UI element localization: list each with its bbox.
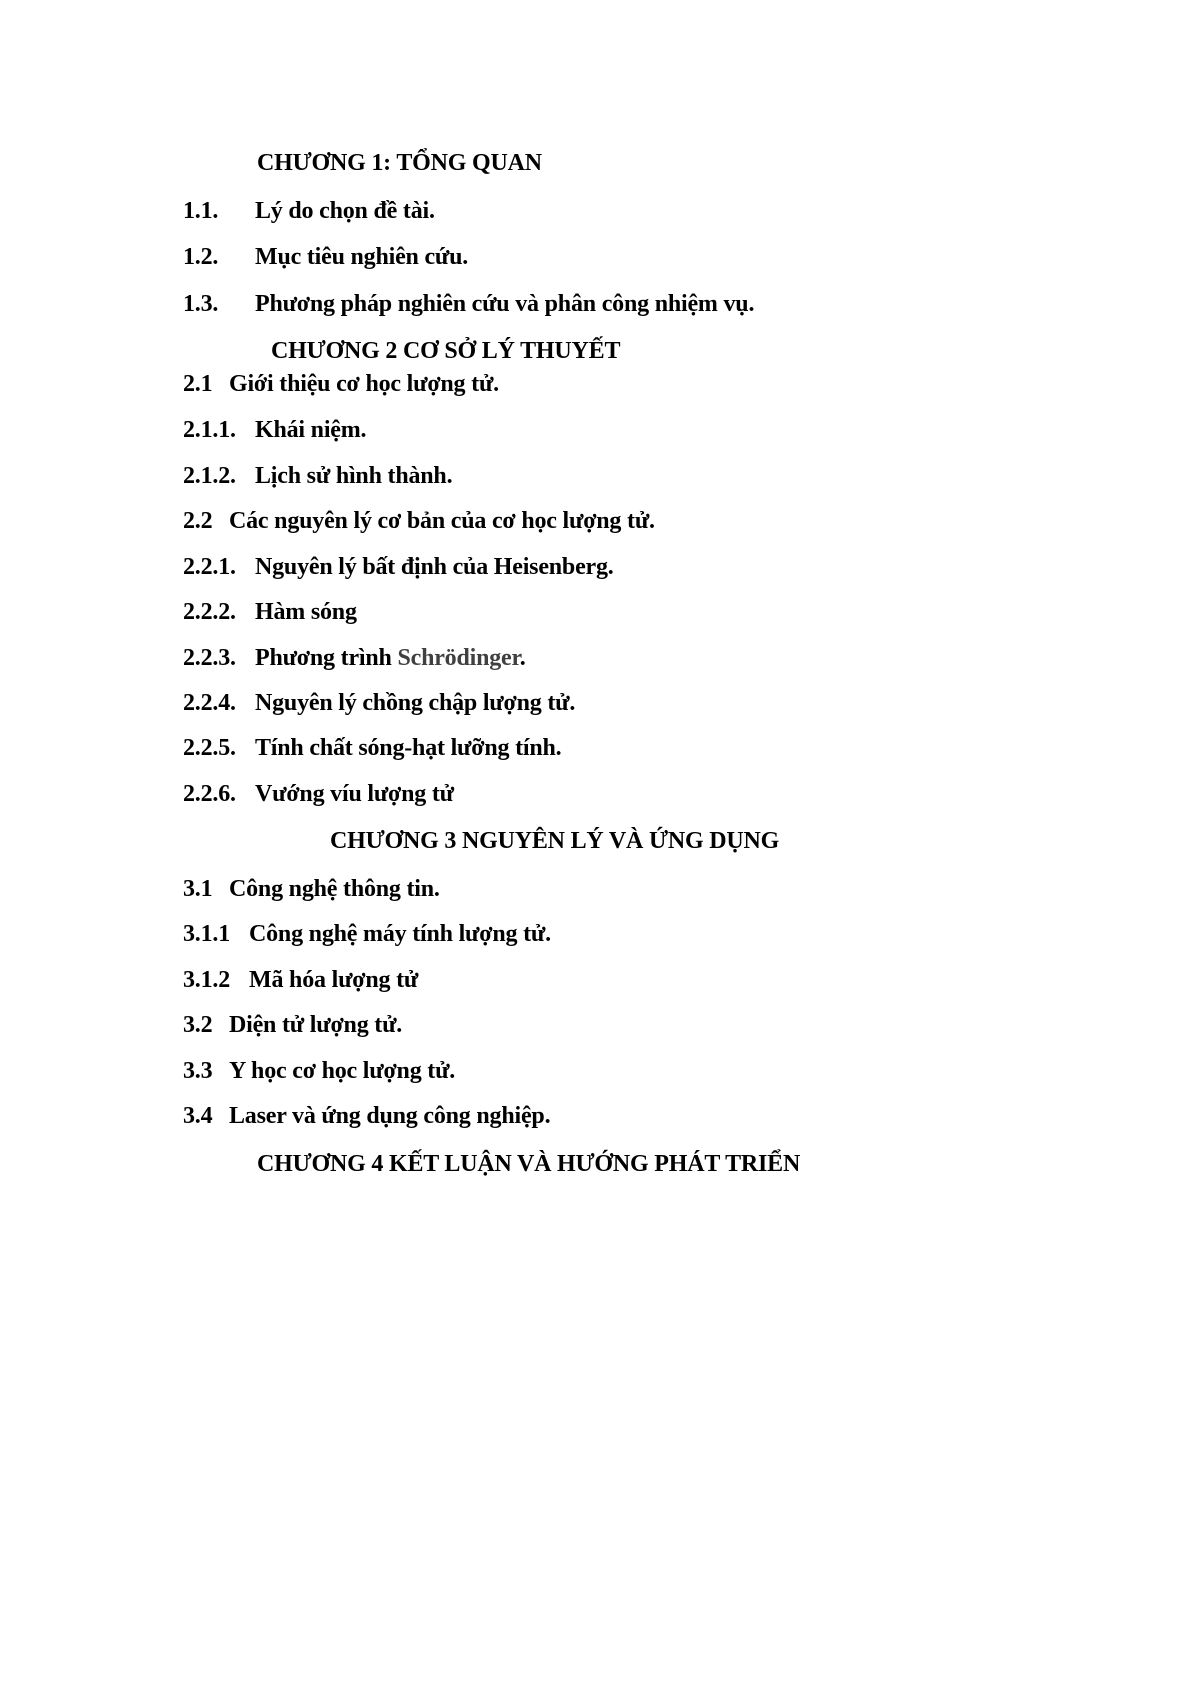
toc-item-2-2 bbox=[183, 506, 655, 536]
item-text: Lý do chọn đề tài. bbox=[255, 198, 435, 224]
item-text: Mục tiêu nghiên cứu. bbox=[255, 244, 469, 270]
item-number: 1.3. bbox=[183, 291, 219, 317]
item-text: Vướng víu lượng tử bbox=[255, 781, 454, 807]
item-number: 3.3 bbox=[183, 1058, 213, 1084]
item-text: Hàm sóng bbox=[255, 599, 357, 625]
chapter-4-heading: CHƯƠNG 4 KẾT LUẬN VÀ HƯỚNG PHÁT TRIỂN bbox=[257, 1151, 801, 1177]
item-text: Diện tử lượng tử. bbox=[229, 1012, 403, 1038]
item-text: Phương trình bbox=[255, 645, 392, 671]
toc-item-3-4 bbox=[183, 1101, 550, 1131]
toc-item-2-2-2 bbox=[183, 597, 357, 627]
item-number: 1.1. bbox=[183, 198, 219, 224]
toc-item-2-2-6 bbox=[183, 779, 454, 809]
item-text: Giới thiệu cơ học lượng tử. bbox=[229, 371, 499, 397]
item-text-end: . bbox=[519, 645, 526, 671]
chapter-1-heading: CHƯƠNG 1: TỔNG QUAN bbox=[257, 150, 542, 176]
item-number: 3.1.2 bbox=[183, 967, 231, 993]
item-text: Nguyên lý bất định của Heisenberg. bbox=[255, 554, 614, 580]
item-number: 2.2.5. bbox=[183, 735, 236, 761]
item-number: 3.4 bbox=[183, 1103, 213, 1129]
toc-item-2-2-3 bbox=[183, 643, 526, 673]
toc-item-3-1 bbox=[183, 874, 440, 904]
item-text: Công nghệ thông tin. bbox=[229, 876, 440, 902]
item-text: Nguyên lý chồng chập lượng tử. bbox=[255, 690, 576, 716]
chapter-3-heading: CHƯƠNG 3 NGUYÊN LÝ VÀ ỨNG DỤNG bbox=[330, 828, 780, 854]
item-number: 2.1.1. bbox=[183, 417, 236, 443]
item-number: 3.1 bbox=[183, 876, 213, 902]
toc-item-1-3 bbox=[183, 289, 754, 319]
item-text-schrodinger: Schrödinger bbox=[397, 645, 520, 671]
item-text: Tính chất sóng-hạt lưỡng tính. bbox=[255, 735, 562, 761]
item-number: 3.1.1 bbox=[183, 921, 231, 947]
toc-item-3-3 bbox=[183, 1056, 455, 1086]
item-number: 2.2.6. bbox=[183, 781, 236, 807]
toc-item-2-1 bbox=[183, 369, 499, 399]
item-text: Khái niệm. bbox=[255, 417, 367, 443]
toc-item-2-2-1 bbox=[183, 552, 614, 582]
chapter-2-heading: CHƯƠNG 2 CƠ SỞ LÝ THUYẾT bbox=[271, 338, 621, 364]
item-number: 1.2. bbox=[183, 244, 219, 270]
item-number: 2.2.2. bbox=[183, 599, 236, 625]
toc-item-2-2-4 bbox=[183, 688, 575, 718]
toc-item-1-2 bbox=[183, 242, 468, 272]
toc-item-2-1-1 bbox=[183, 415, 366, 445]
item-text: Công nghệ máy tính lượng tử. bbox=[249, 921, 551, 947]
toc-item-3-1-2 bbox=[183, 965, 418, 995]
item-text: Phương pháp nghiên cứu và phân công nhiệm vụ. bbox=[255, 291, 755, 317]
item-text: Mã hóa lượng tử bbox=[249, 967, 419, 993]
item-number: 2.1 bbox=[183, 371, 213, 397]
item-number: 3.2 bbox=[183, 1012, 213, 1038]
item-number: 2.2.1. bbox=[183, 554, 236, 580]
item-text: Các nguyên lý cơ bản của cơ học lượng tử. bbox=[229, 508, 655, 534]
toc-item-3-2 bbox=[183, 1010, 402, 1040]
item-number: 2.2.3. bbox=[183, 645, 236, 671]
toc-item-3-1-1 bbox=[183, 919, 551, 949]
item-text: Lịch sử hình thành. bbox=[255, 463, 453, 489]
item-number: 2.2 bbox=[183, 508, 213, 534]
item-text: Y học cơ học lượng tử. bbox=[229, 1058, 456, 1084]
item-number: 2.2.4. bbox=[183, 690, 236, 716]
toc-item-2-1-2 bbox=[183, 461, 452, 491]
toc-item-1-1 bbox=[183, 196, 435, 226]
toc-item-2-2-5 bbox=[183, 733, 561, 763]
item-text: Laser và ứng dụng công nghiệp. bbox=[229, 1103, 551, 1129]
item-number: 2.1.2. bbox=[183, 463, 236, 489]
